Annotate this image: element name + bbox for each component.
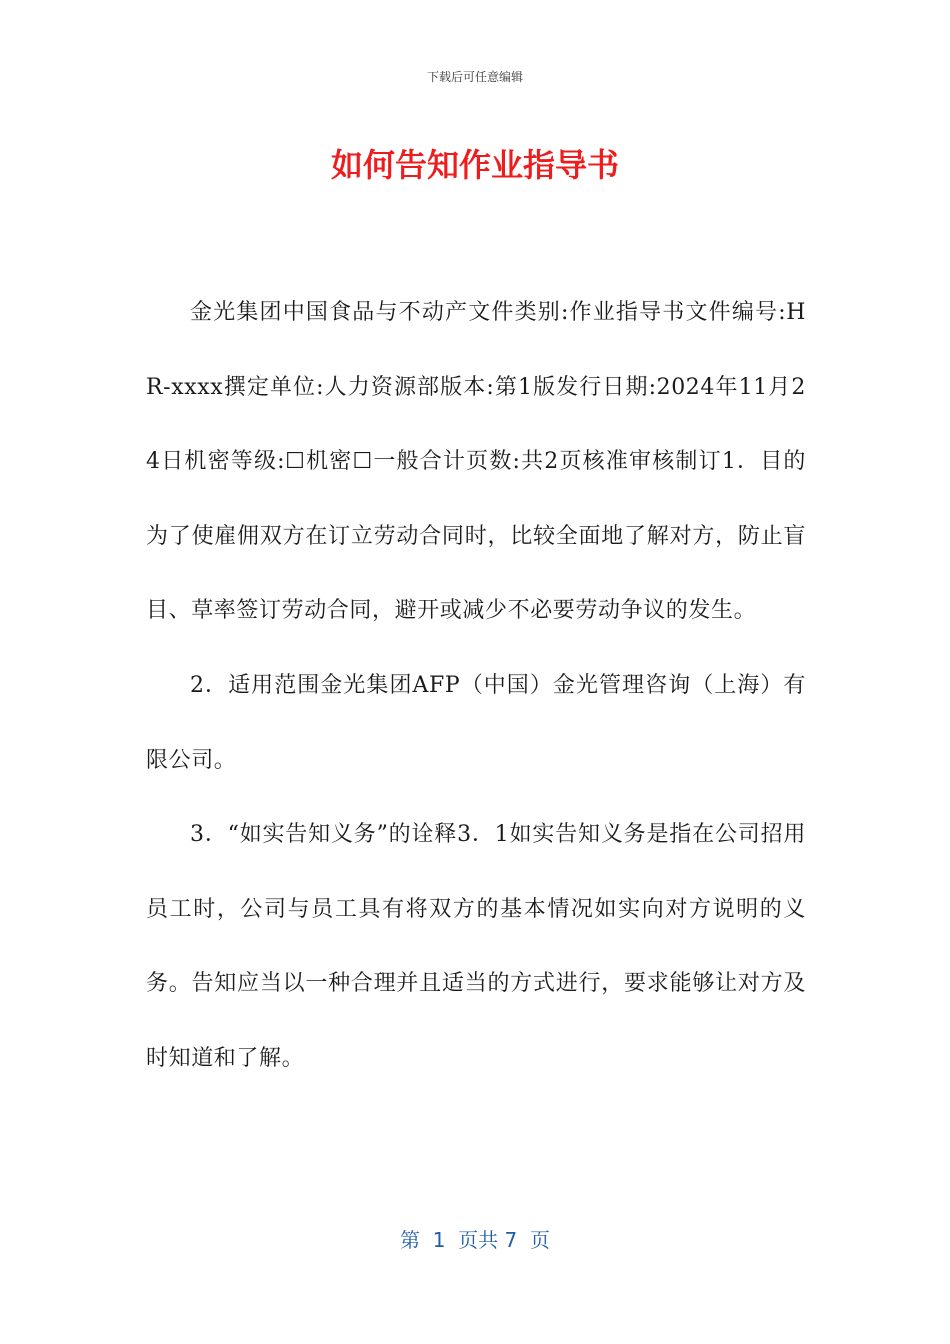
document-body: [146, 276, 806, 1097]
header-note: 下载后可任意编辑: [426, 70, 523, 84]
paragraph-scope: 2．适用范围金光集团AFP（中国）金光管理咨询（上海）有限公司。: [146, 672, 806, 773]
document-title: 如何告知作业指导书: [330, 146, 619, 184]
paragraph-definition: 3．“如实告知义务”的诠释3．1如实告知义务是指在公司招用员工时，公司与员工具有将双方的基本情况如实向对方说明的义务。告知应当以一种合理并且适当的方式进行，要求能够让对方及时知道和了解。: [146, 822, 806, 1071]
page-footer: [0, 1224, 950, 1253]
page-number-label: 第 1 页共 7 页: [400, 1228, 550, 1252]
paragraph-intro: 金光集团中国食品与不动产文件类别:作业指导书文件编号:HR-xxxx撰定单位:人力资源部版本:第1版发行日期:2024年11月24日机密等级:☐机密☐一般合计页数:共2页核准审核制订1．目的为了使雇佣双方在订立劳动合同时，比较全面地了解对方，防止盲目、草率签订劳动合同，避开或减少不必要劳动争议的发生。: [146, 300, 806, 624]
